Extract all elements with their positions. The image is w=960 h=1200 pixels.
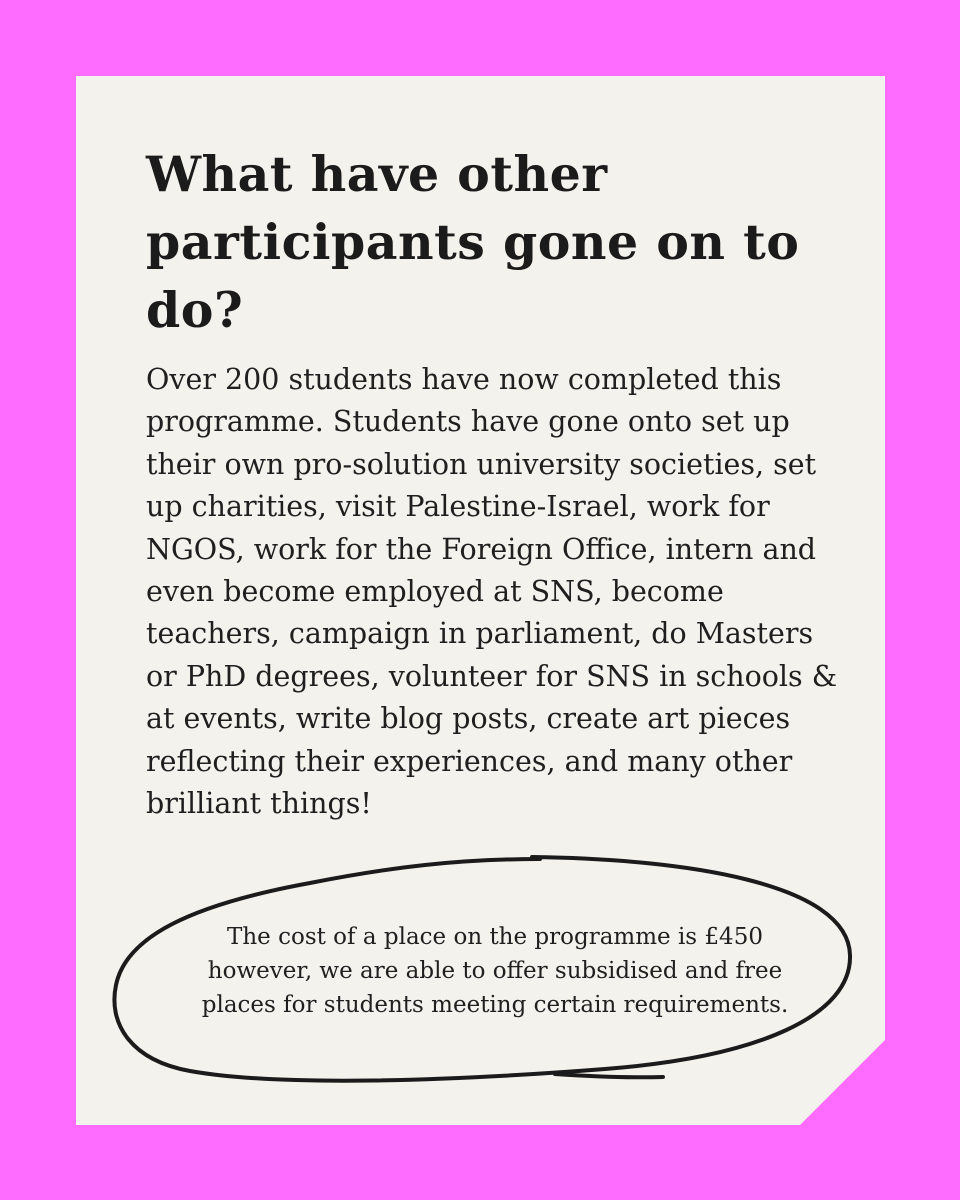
body-paragraph: Over 200 students have now completed this programme. Students have gone onto set up their own pro-solution university societies, set up charities, visit Palestine-Israel, work for NGOS, work for the Foreign Office, intern and even become employed at SNS, become teachers, campaign in parliament, do Masters or PhD degrees, volunteer for SNS in schools & at events, write blog posts, create art pieces reflecting their experiences, and many other brilliant things! — [146, 363, 838, 821]
cost-callout: The cost of a place on the programme is £450 however, we are able to offer subsidised and free places for students meeting certain requirements. — [201, 924, 789, 1018]
page-title: What have other participants gone on to do? — [146, 145, 800, 339]
